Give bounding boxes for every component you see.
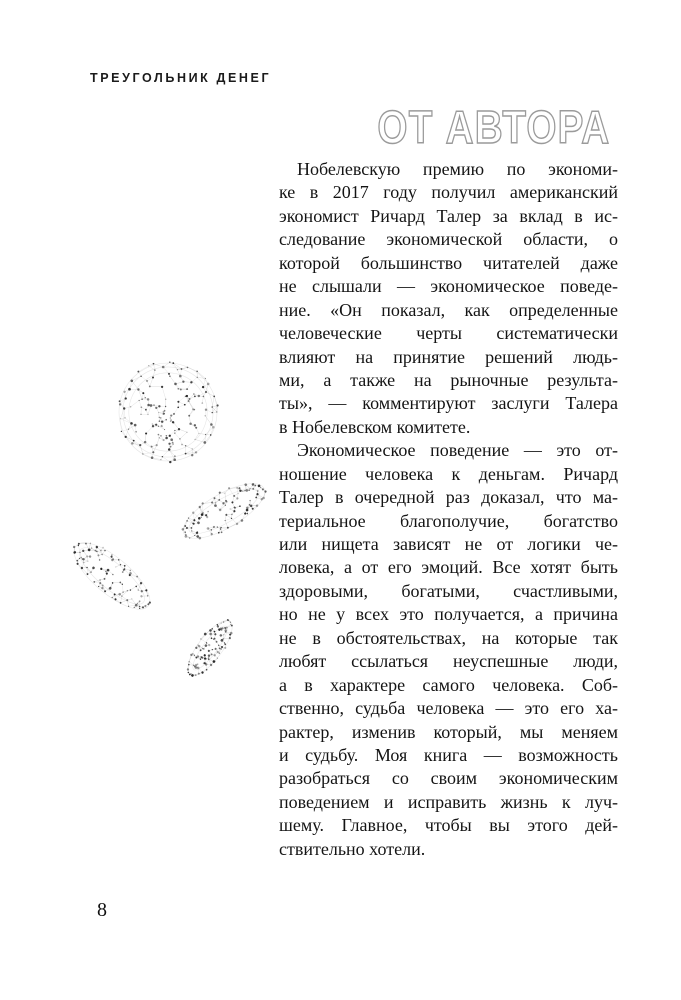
text-line: или нищета зависят не от логики че- <box>279 534 618 554</box>
text-line: любят ссылаться неуспешные люди, <box>279 651 618 672</box>
text-line: рактер, изменив который, мы меняем <box>279 721 618 742</box>
body-text <box>279 158 618 861</box>
text-line: здоровыми, богатыми, счастливыми, <box>279 580 618 601</box>
text-line: но не у всех это получается, а причина <box>279 604 618 625</box>
text-line: не слышали — экономическое поведе- <box>279 276 618 297</box>
text-line: ловека, а от его эмоций. Все хотят быть <box>279 557 618 578</box>
text-line: следование экономической области, о <box>279 229 618 250</box>
coin-face-mesh <box>119 361 219 463</box>
text-line: ношение человека к деньгам. Ричард <box>279 463 618 484</box>
text-line: ственно, судьба человека — это его ха- <box>279 698 618 719</box>
text-line: шему. Главное, чтобы вы этого дей- <box>279 815 618 836</box>
coin-edge-mesh <box>63 531 160 620</box>
chapter-title: ОТ АВТОРА <box>376 101 610 153</box>
text-line: влияют на принятие решений людь- <box>279 346 618 367</box>
text-line: Экономическое поведение — это от- <box>297 440 618 461</box>
text-line: экономист Ричард Талер за вклад в ис- <box>279 205 618 226</box>
text-line: и судьбу. Моя книга — возможность <box>279 744 618 765</box>
coin-edge-mesh <box>179 613 241 684</box>
text-line: ке в 2017 году получил американский <box>279 182 618 203</box>
text-line: которой большинство читателей даже <box>279 252 618 273</box>
text-line: поведением и исправить жизнь к луч- <box>279 791 618 812</box>
text-line: ты», — комментируют заслуги Талера <box>279 393 618 414</box>
text-line: Нобелевскую премию по экономи- <box>297 159 618 179</box>
text-line: Талер в очередной раз доказал, что ма- <box>279 487 618 508</box>
text-line: ствительно хотели. <box>279 838 426 859</box>
text-line: не в обстоятельствах, на которые так <box>279 627 618 648</box>
page-number: 8 <box>97 899 107 921</box>
running-header: ТРЕУГОЛЬНИК ДЕНЕГ <box>90 71 272 85</box>
text-line: ние. «Он показал, как определенные <box>279 299 618 320</box>
text-line: разобраться со своим экономическим <box>279 768 618 789</box>
text-line: ми, а также на рыночные результа- <box>279 369 618 390</box>
text-line: териальное благополучие, богатство <box>279 510 618 531</box>
wireframe-coins-illustration <box>60 350 280 690</box>
text-line: в Нобелевском комитете. <box>279 416 471 437</box>
coin-edge-mesh <box>174 471 274 551</box>
text-line: человеческие черты систематически <box>279 323 618 344</box>
text-line: а в характере самого человека. Соб- <box>279 674 618 695</box>
